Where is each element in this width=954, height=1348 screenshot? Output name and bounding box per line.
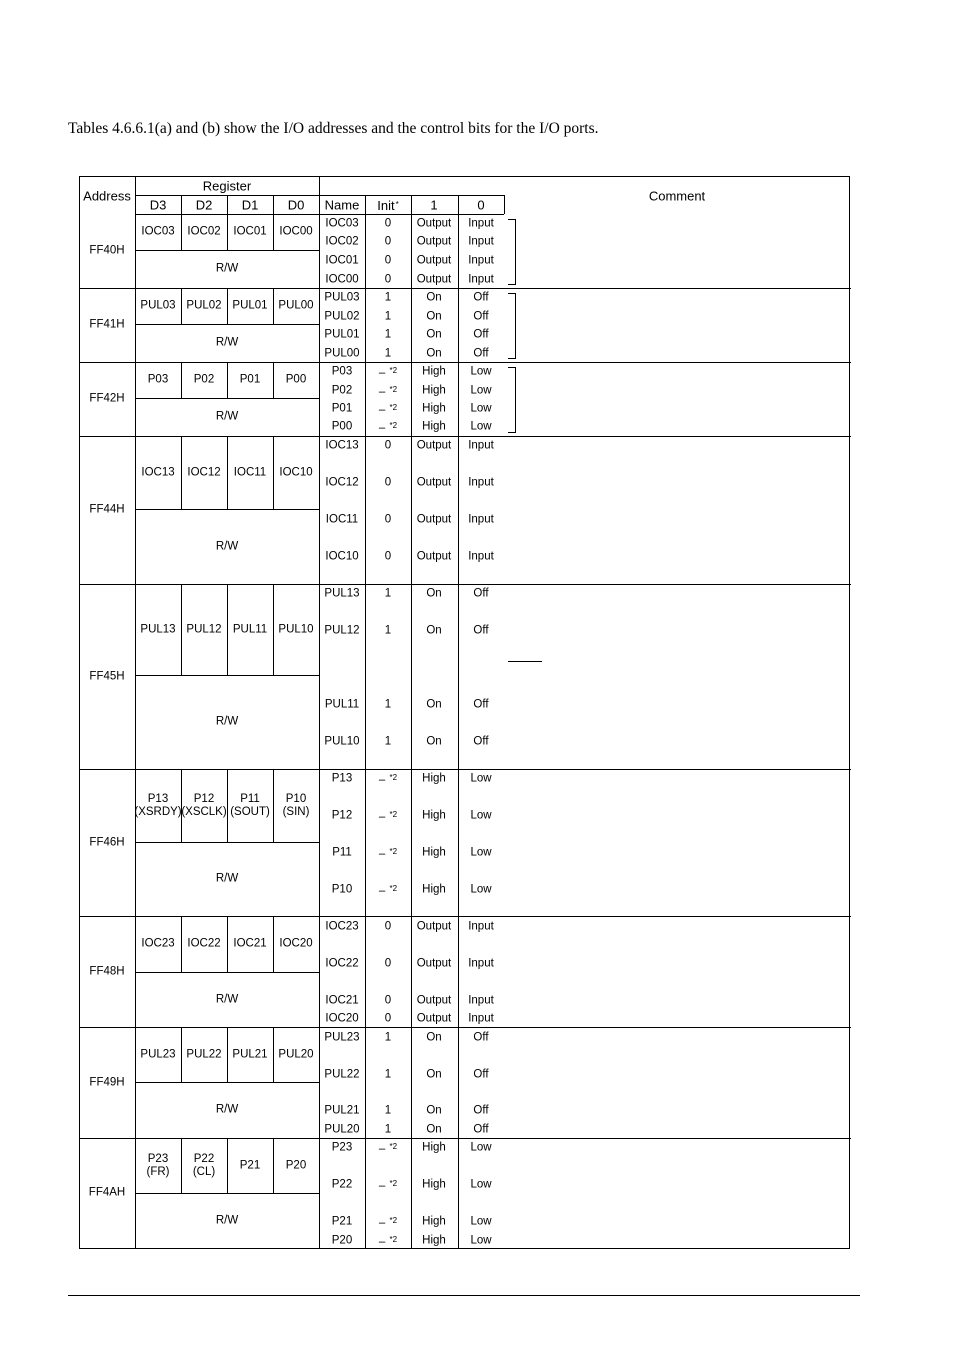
register-bit-cell: P22 (CL) xyxy=(192,1152,216,1178)
bit-value-1: High xyxy=(422,1234,446,1247)
bit-name: IOC22 xyxy=(325,957,359,970)
bit-name: PUL01 xyxy=(324,328,360,341)
bit-init-value: – xyxy=(378,1180,386,1192)
bit-name: P23 xyxy=(331,1141,353,1154)
table-rule xyxy=(273,214,274,250)
table-rule xyxy=(181,584,182,675)
bit-value-1: High xyxy=(422,365,446,378)
bit-value-1: On xyxy=(426,735,442,748)
bit-value-0: Input xyxy=(468,476,494,489)
bit-init: 1 xyxy=(384,291,392,304)
bit-value-0: Input xyxy=(468,439,494,452)
bit-value-0: Input xyxy=(468,273,494,286)
bit-init xyxy=(379,771,397,787)
bit-init-value: – xyxy=(378,885,386,897)
bit-name: P21 xyxy=(331,1215,353,1228)
bit-value-1: High xyxy=(422,1215,446,1228)
bit-value-0: Low xyxy=(470,1215,492,1228)
bit-value-0: Off xyxy=(473,587,489,600)
bit-value-1: On xyxy=(426,1068,442,1081)
bit-value-1: Output xyxy=(416,920,452,933)
bit-init: 0 xyxy=(384,920,392,933)
table-rule xyxy=(135,324,319,325)
register-bit-cell: PUL22 xyxy=(186,1048,222,1060)
header-comment: Comment xyxy=(648,188,706,204)
bit-value-0: Off xyxy=(473,347,489,360)
table-rule xyxy=(80,916,851,917)
bit-init: 1 xyxy=(384,1031,392,1044)
bit-init-value: – xyxy=(378,1143,386,1155)
register-bit-cell: PUL20 xyxy=(278,1048,314,1060)
bit-name: P11 xyxy=(332,846,352,859)
bit-value-1: Output xyxy=(416,235,452,248)
bit-value-0: Input xyxy=(468,920,494,933)
table-rule xyxy=(135,509,319,510)
bit-value-0: Off xyxy=(473,1104,489,1117)
comment-bracket xyxy=(508,219,516,285)
register-bit-cell: IOC10 xyxy=(279,466,313,478)
bit-value-1: High xyxy=(422,883,446,896)
bit-init-note: *2 xyxy=(389,1142,398,1151)
bit-value-1: Output xyxy=(416,439,452,452)
table-rule xyxy=(227,1138,228,1193)
bit-name: IOC10 xyxy=(325,550,359,563)
bit-init: 0 xyxy=(384,235,392,248)
header-name: Name xyxy=(324,197,360,213)
table-rule xyxy=(135,214,504,215)
table-rule xyxy=(504,195,505,214)
table-rule xyxy=(181,436,182,509)
bit-init-note: *2 xyxy=(389,810,398,819)
bit-value-0: Off xyxy=(473,328,489,341)
bit-init xyxy=(379,401,397,417)
bit-name: IOC13 xyxy=(325,439,359,452)
bit-init xyxy=(379,1214,397,1230)
group-address: FF40H xyxy=(89,244,125,257)
bit-value-1: On xyxy=(426,347,442,360)
bit-init-note: *2 xyxy=(389,366,398,375)
bit-name: PUL20 xyxy=(324,1123,360,1136)
access-rw: R/W xyxy=(215,410,239,423)
register-bit-cell: PUL23 xyxy=(140,1048,176,1060)
comment-bracket xyxy=(508,293,516,359)
bit-name: IOC21 xyxy=(325,994,359,1007)
bit-name: PUL22 xyxy=(324,1068,360,1081)
bit-init: 0 xyxy=(384,273,392,286)
bit-init-note: *2 xyxy=(389,421,398,430)
bit-init xyxy=(379,1233,397,1249)
table-rule xyxy=(273,288,274,324)
bit-name: P01 xyxy=(331,402,353,415)
header-init xyxy=(377,198,398,212)
register-bit-cell: PUL03 xyxy=(140,299,176,312)
table-rule xyxy=(227,288,228,324)
table-rule xyxy=(80,584,851,585)
bit-init: 1 xyxy=(384,735,392,748)
register-bit-cell: IOC20 xyxy=(279,937,313,950)
header-address: Address xyxy=(83,188,131,204)
group-address: FF4AH xyxy=(88,1186,126,1199)
group-address: FF41H xyxy=(89,318,125,331)
bit-init: 1 xyxy=(384,1104,392,1117)
bit-init-value: – xyxy=(378,774,386,786)
table-rule xyxy=(411,195,412,1248)
bit-init-note: *2 xyxy=(389,1179,398,1188)
register-bit-cell: P02 xyxy=(193,373,215,386)
table-rule xyxy=(181,1138,182,1193)
access-rw: R/W xyxy=(215,715,239,728)
bit-value-0: Input xyxy=(468,217,494,230)
bit-value-1: High xyxy=(422,1141,446,1154)
bit-init xyxy=(379,808,397,824)
header-d0: D0 xyxy=(287,197,305,213)
bit-value-1: Output xyxy=(416,994,452,1007)
register-bit-cell: IOC01 xyxy=(233,225,267,238)
bit-init: 1 xyxy=(384,1068,392,1081)
bit-value-0: Low xyxy=(470,365,492,378)
bit-name: IOC12 xyxy=(325,476,359,489)
register-bit-cell: IOC13 xyxy=(141,466,175,478)
bit-value-1: Output xyxy=(416,550,452,563)
group-address: FF48H xyxy=(89,965,125,977)
bit-value-0: Off xyxy=(473,310,489,323)
table-rule xyxy=(227,769,228,842)
table-rule xyxy=(273,1027,274,1082)
bit-value-0: Low xyxy=(470,384,492,397)
bit-value-1: Output xyxy=(416,476,452,489)
table-rule xyxy=(227,214,228,250)
register-bit-cell: PUL02 xyxy=(186,299,222,312)
group-address: FF44H xyxy=(89,503,125,516)
table-rule xyxy=(273,916,274,972)
bit-name: P03 xyxy=(331,365,353,378)
register-bit-cell: PUL00 xyxy=(278,299,314,312)
register-bit-cell: IOC03 xyxy=(141,225,175,238)
group-address: FF46H xyxy=(89,836,125,848)
bit-init: 1 xyxy=(384,1123,392,1136)
io-register-table xyxy=(79,176,850,1249)
table-rule xyxy=(227,436,228,509)
table-rule xyxy=(135,675,319,676)
register-bit-cell: PUL11 xyxy=(232,623,268,635)
table-rule xyxy=(273,769,274,842)
table-rule xyxy=(227,362,228,398)
bit-value-0: Low xyxy=(470,402,492,415)
bit-name: PUL00 xyxy=(324,347,360,360)
bit-value-1: Output xyxy=(416,513,452,526)
bit-value-1: On xyxy=(426,1031,442,1044)
register-bit-cell: P00 xyxy=(285,373,307,386)
register-bit-cell: PUL10 xyxy=(278,623,314,635)
bit-init: 0 xyxy=(384,254,392,267)
bit-name: IOC01 xyxy=(325,254,359,267)
bit-name: PUL13 xyxy=(324,587,360,600)
table-rule xyxy=(80,288,851,289)
table-rule xyxy=(365,195,366,1248)
table-rule xyxy=(319,177,320,1248)
bit-value-0: Off xyxy=(473,1031,489,1044)
register-bit-cell: IOC11 xyxy=(233,466,267,478)
bit-init: 1 xyxy=(384,347,392,360)
table-rule xyxy=(80,362,851,363)
bit-name: IOC02 xyxy=(325,235,359,248)
bit-init-value: – xyxy=(378,811,386,823)
bit-init: 0 xyxy=(384,217,392,230)
bit-value-0: Low xyxy=(470,1178,492,1191)
register-bit-cell: P01 xyxy=(239,373,261,386)
access-rw: R/W xyxy=(215,1214,239,1226)
bit-value-0: Low xyxy=(470,1234,492,1247)
bit-value-1: On xyxy=(426,624,442,637)
bit-value-1: Output xyxy=(416,1012,452,1025)
bit-value-0: Low xyxy=(470,420,492,433)
bit-name: IOC23 xyxy=(325,920,359,933)
table-rule xyxy=(181,288,182,324)
table-rule xyxy=(135,177,136,1248)
header-d1: D1 xyxy=(241,197,259,213)
table-rule xyxy=(80,436,851,437)
bit-name: IOC03 xyxy=(325,217,359,230)
bit-value-1: On xyxy=(426,328,442,341)
access-rw: R/W xyxy=(215,262,239,275)
bit-init-note: *2 xyxy=(389,773,398,782)
bit-init: 1 xyxy=(384,624,392,637)
bit-init-note: *2 xyxy=(389,1216,398,1225)
bit-init-note: *2 xyxy=(389,403,398,412)
access-rw: R/W xyxy=(215,540,239,552)
table-rule xyxy=(135,398,319,399)
bit-value-0: Off xyxy=(473,291,489,304)
bit-name: P00 xyxy=(331,420,353,433)
bit-value-1: Output xyxy=(416,957,452,970)
bit-init: 0 xyxy=(384,550,392,563)
bit-name: P12 xyxy=(331,809,353,822)
table-rule xyxy=(273,584,274,675)
bit-value-0: Low xyxy=(470,1141,492,1154)
bit-init-value: – xyxy=(378,1236,386,1248)
bit-init: 1 xyxy=(384,698,392,711)
access-rw: R/W xyxy=(215,872,239,885)
intro-paragraph: Tables 4.6.6.1(a) and (b) show the I/O addresses and the control bits for the I/O ports. xyxy=(68,120,599,137)
bit-init-value: – xyxy=(378,422,386,434)
bit-name: PUL23 xyxy=(324,1031,360,1044)
table-rule xyxy=(273,362,274,398)
header-one: 1 xyxy=(430,197,438,213)
bit-value-0: Low xyxy=(470,883,492,896)
bit-value-0: Input xyxy=(468,235,494,248)
comment-rule xyxy=(508,661,542,662)
register-bit-cell: IOC02 xyxy=(187,225,221,238)
bit-name: PUL03 xyxy=(324,291,360,304)
bit-name: P10 xyxy=(331,883,353,896)
bit-init: 1 xyxy=(384,587,392,600)
bit-value-1: On xyxy=(426,698,442,711)
register-bit-cell: P03 xyxy=(147,373,169,386)
table-rule xyxy=(181,195,182,214)
bit-name: IOC20 xyxy=(325,1012,359,1025)
table-rule xyxy=(227,916,228,972)
header-init-label: Init xyxy=(377,198,395,213)
register-bit-cell: IOC00 xyxy=(279,225,313,238)
bit-value-0: Off xyxy=(473,624,489,637)
access-rw: R/W xyxy=(215,336,239,349)
register-bit-cell: P11 (SOUT) xyxy=(230,792,270,818)
register-bit-cell: PUL21 xyxy=(232,1048,268,1060)
bit-value-1: Output xyxy=(416,273,452,286)
bit-name: PUL11 xyxy=(324,698,360,711)
bit-name: PUL21 xyxy=(324,1104,360,1117)
bit-init xyxy=(379,1140,397,1156)
table-rule xyxy=(181,916,182,972)
bit-name: P22 xyxy=(331,1178,353,1191)
bit-init-value: – xyxy=(378,367,386,379)
group-address: FF45H xyxy=(89,670,125,682)
register-bit-cell: IOC12 xyxy=(187,466,221,478)
bit-init xyxy=(379,419,397,435)
bit-value-1: On xyxy=(426,1104,442,1117)
bit-name: PUL02 xyxy=(324,310,360,323)
bit-value-1: High xyxy=(422,402,446,415)
register-bit-cell: P10 (SIN) xyxy=(282,792,310,818)
bit-value-0: Input xyxy=(468,254,494,267)
bit-init: 0 xyxy=(384,439,392,452)
bit-init-note: *2 xyxy=(389,1235,398,1244)
table-rule xyxy=(227,584,228,675)
bit-value-0: Input xyxy=(468,957,494,970)
bit-init: 1 xyxy=(384,328,392,341)
access-rw: R/W xyxy=(215,1103,239,1116)
register-bit-cell: PUL01 xyxy=(232,299,268,312)
bit-value-1: High xyxy=(422,772,446,785)
bit-init-value: – xyxy=(378,1217,386,1229)
bit-value-1: On xyxy=(426,587,442,600)
table-rule xyxy=(181,362,182,398)
header-register: Register xyxy=(202,178,252,194)
bit-value-0: Input xyxy=(468,550,494,563)
bit-init xyxy=(379,383,397,399)
bit-init: 1 xyxy=(384,310,392,323)
bit-init xyxy=(379,364,397,380)
bit-value-1: High xyxy=(422,1178,446,1191)
register-bit-cell: IOC22 xyxy=(187,937,221,950)
register-bit-cell: P20 xyxy=(285,1159,307,1171)
bit-init-value: – xyxy=(378,848,386,860)
table-rule xyxy=(135,1193,319,1194)
footer-rule xyxy=(68,1295,860,1296)
table-rule xyxy=(135,1082,319,1083)
bit-name: PUL12 xyxy=(324,624,360,637)
table-rule xyxy=(273,436,274,509)
bit-value-0: Off xyxy=(473,735,489,748)
bit-init-note: *2 xyxy=(389,847,398,856)
register-bit-cell: P13 (XSRDY) xyxy=(134,792,182,818)
bit-value-0: Off xyxy=(473,698,489,711)
bit-value-1: On xyxy=(426,310,442,323)
bit-init xyxy=(379,1177,397,1193)
bit-value-0: Input xyxy=(468,994,494,1007)
table-rule xyxy=(135,250,319,251)
bit-name: PUL10 xyxy=(324,735,360,748)
register-bit-cell: IOC21 xyxy=(233,937,267,950)
bit-value-1: On xyxy=(426,291,442,304)
bit-value-1: Output xyxy=(416,254,452,267)
table-rule xyxy=(227,195,228,214)
bit-value-0: Input xyxy=(468,513,494,526)
group-address: FF49H xyxy=(89,1076,125,1088)
table-rule xyxy=(80,1027,851,1028)
table-rule xyxy=(181,1027,182,1082)
bit-name: P20 xyxy=(331,1234,353,1247)
register-bit-cell: PUL13 xyxy=(140,623,176,635)
bit-name: P02 xyxy=(331,384,353,397)
comment-bracket xyxy=(508,367,516,433)
table-rule xyxy=(181,214,182,250)
table-rule xyxy=(80,1138,851,1139)
header-zero: 0 xyxy=(477,197,485,213)
access-rw: R/W xyxy=(215,993,239,1005)
bit-value-0: Input xyxy=(468,1012,494,1025)
bit-value-0: Off xyxy=(473,1123,489,1136)
bit-init: 0 xyxy=(384,994,392,1007)
table-rule xyxy=(80,769,851,770)
bit-value-1: Output xyxy=(416,217,452,230)
header-init-mark: * xyxy=(395,200,399,209)
table-rule xyxy=(273,1138,274,1193)
register-bit-cell: P12 (XSCLK) xyxy=(181,792,227,818)
bit-value-0: Low xyxy=(470,846,492,859)
table-rule xyxy=(227,1027,228,1082)
table-rule xyxy=(135,842,319,843)
bit-value-1: High xyxy=(422,846,446,859)
register-bit-cell: PUL12 xyxy=(186,623,222,635)
header-d3: D3 xyxy=(149,197,167,213)
header-d2: D2 xyxy=(195,197,213,213)
bit-init: 0 xyxy=(384,513,392,526)
bit-name: IOC00 xyxy=(325,273,359,286)
bit-init: 0 xyxy=(384,476,392,489)
bit-init-value: – xyxy=(378,386,386,398)
bit-value-1: On xyxy=(426,1123,442,1136)
group-address: FF42H xyxy=(89,392,125,405)
bit-value-1: High xyxy=(422,809,446,822)
table-rule xyxy=(273,195,274,214)
register-bit-cell: IOC23 xyxy=(141,937,175,950)
bit-init xyxy=(379,845,397,861)
bit-value-0: Off xyxy=(473,1068,489,1081)
bit-name: P13 xyxy=(331,772,353,785)
bit-init xyxy=(379,882,397,898)
table-rule xyxy=(135,972,319,973)
register-bit-cell: P21 xyxy=(239,1159,261,1171)
bit-init-note: *2 xyxy=(389,884,398,893)
register-bit-cell: P23 (FR) xyxy=(146,1152,170,1178)
bit-init-value: – xyxy=(378,404,386,416)
bit-init-note: *2 xyxy=(389,385,398,394)
bit-init: 0 xyxy=(384,957,392,970)
bit-init: 0 xyxy=(384,1012,392,1025)
bit-value-1: High xyxy=(422,384,446,397)
bit-value-1: High xyxy=(422,420,446,433)
bit-name: IOC11 xyxy=(325,513,359,526)
bit-value-0: Low xyxy=(470,772,492,785)
bit-value-0: Low xyxy=(470,809,492,822)
table-rule xyxy=(458,195,459,1248)
